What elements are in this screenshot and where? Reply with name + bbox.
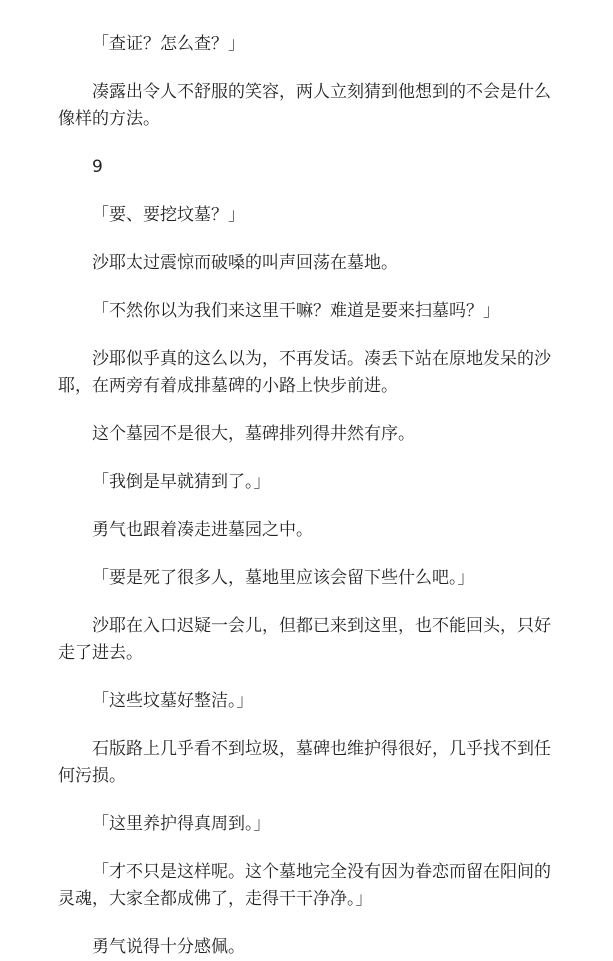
paragraph-6: 「不然你以为我们来这里干嘛？难道是要来扫墓吗？」: [92, 301, 500, 321]
paragraph-2: 凑露出令人不舒服的笑容，两人立刻猜到他想到的不会是什么像样的方法。: [58, 82, 551, 129]
section-number: 9: [92, 157, 103, 177]
paragraph-15: 「这里养护得真周到。」: [92, 814, 271, 834]
paragraph-14: 石版路上几乎看不到垃圾，墓碑也维护得很好，几乎找不到任何污损。: [58, 739, 551, 786]
paragraph-5: 沙耶太过震惊而破嗓的叫声回荡在墓地。: [92, 253, 398, 273]
paragraph-9: 「我倒是早就猜到了。」: [92, 472, 271, 492]
paragraph-10: 勇气也跟着凑走进墓园之中。: [92, 520, 313, 540]
paragraph-12: 沙耶在入口迟疑一会儿，但都已来到这里，也不能回头，只好走了进去。: [58, 616, 551, 663]
paragraph-7: 沙耶似乎真的这么以为，不再发话。凑丢下站在原地发呆的沙耶，在两旁有着成排墓碑的小路上快步前进。: [58, 349, 551, 396]
paragraph-11: 「要是死了很多人，墓地里应该会留下些什么吧。」: [92, 568, 475, 588]
paragraph-13: 「这些坟墓好整洁。」: [92, 691, 254, 711]
paragraph-8: 这个墓园不是很大，墓碑排列得井然有序。: [92, 424, 415, 444]
paragraph-17: 勇气说得十分感佩。: [92, 937, 245, 957]
paragraph-1: 「查证？怎么查？」: [92, 34, 245, 54]
paragraph-4: 「要、要挖坟墓？」: [92, 205, 245, 225]
paragraph-16: 「才不只是这样呢。这个墓地完全没有因为眷恋而留在阳间的灵魂，大家全都成佛了，走得干干净净。」: [58, 862, 551, 909]
